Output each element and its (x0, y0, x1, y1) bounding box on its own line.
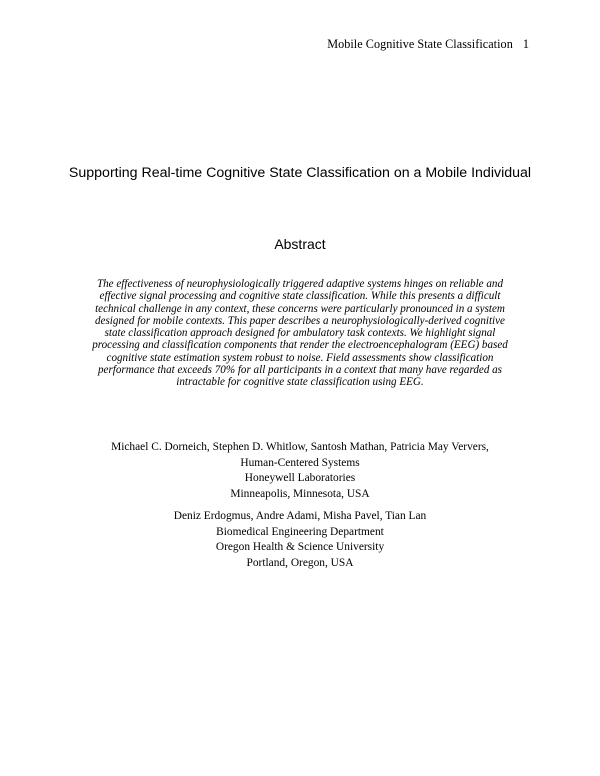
department: Human-Centered Systems (240, 456, 360, 469)
abstract-line: The effectiveness of neurophysiologically triggered adaptive systems hinges on reliable and (96, 278, 504, 290)
organization: Oregon Health & Science University (215, 541, 385, 554)
abstract-line: performance that exceeds 70% for all participants in a context that many have regarded as (97, 364, 503, 377)
paper-title: Supporting Real-time Cognitive State Classification on a Mobile Individual (68, 165, 532, 181)
page-number: 1 (522, 37, 529, 51)
abstract-line: processing and classification components that render the electroencephalogram (EEG) based (92, 339, 508, 352)
abstract-line: technical challenge in any context, these concerns were particularly pronounced in a system (95, 302, 505, 315)
abstract-line: cognitive state estimation system robust to noise. Field assessments show classification (106, 351, 494, 364)
abstract-line: state classification approach designed for ambulatory task contexts. We highlight signal (104, 327, 496, 340)
running-head (327, 37, 529, 52)
location: Minneapolis, Minnesota, USA (230, 488, 370, 501)
abstract-line: designed for mobile contexts. This paper describes a neurophysiologically-derived cognitive (95, 314, 505, 327)
author-list: Michael C. Dorneich, Stephen D. Whitlow, Santosh Mathan, Patricia May Ververs, (111, 441, 489, 453)
abstract-heading: Abstract (274, 236, 326, 252)
affiliation-ohsu (0, 509, 600, 572)
author-list: Deniz Erdogmus, Andre Adami, Misha Pavel, Tian Lan (173, 510, 427, 522)
abstract-line: intractable for cognitive state classification using EEG. (176, 376, 424, 389)
location: Portland, Oregon, USA (246, 557, 354, 570)
abstract-line: effective signal processing and cognitive state classification. While this presents a difficult (99, 290, 501, 303)
department: Biomedical Engineering Department (216, 525, 384, 538)
running-head-title: Mobile Cognitive State Classification (327, 37, 513, 51)
organization: Honeywell Laboratories (244, 472, 356, 485)
abstract-body (72, 278, 528, 389)
affiliation-honeywell (0, 440, 600, 503)
